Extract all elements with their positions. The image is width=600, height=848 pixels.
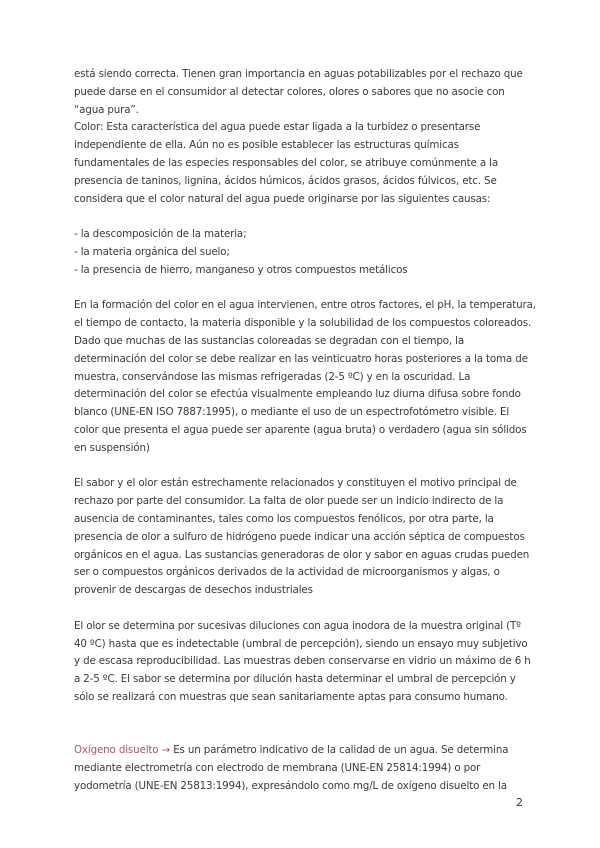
paragraph-color-formation: En la formación del color en el agua intervienen, entre otros factores, el pH, la temperatura, el tiempo de contacto, la materia disponible y la solubilidad de los compuestos coloreados. Dado que muchas de las sustancias coloreadas se degradan con el tiempo, la determinación del color se debe realizar en las veinticuatro horas posteriores a la toma de muestra, conservándose las mismas refrigeradas (2-5 ºC) y en la oscuridad. La determinación del color se efectúa visualmente empleando luz diurna difusa sobre fondo blanco (UNE-EN ISO 7887:1995), o mediante el uso de un espectrofotómetro visible. El color que presenta el agua puede ser aparente (agua bruta) o verdadero (agua sin sólidos en suspensión) (74, 299, 536, 454)
paragraph-taste-odor: El sabor y el olor están estrechamente relacionados y constituyen el motivo principal de rechazo por parte del consumidor. La falta de olor puede ser un indicio indirecto de la ausencia de contaminantes, tales como los compuestos fenólicos, por otra parte, la presencia de olor a sulfuro de hidrógeno puede indicar una acción séptica de compuestos orgánicos en el agua. Las sustancias generadoras de olor y sabor en aguas crudas pueden ser o compuestos orgánicos derivados de la actividad de microorganismos y algas, o provenir de descargas de desechos industriales (74, 477, 530, 597)
spacer (74, 707, 536, 725)
cause-item-1: - la descomposición de la materia; (74, 228, 247, 241)
document-page (74, 66, 536, 796)
paragraph-intro-end: está siendo correcta. Tienen gran importancia en aguas potabilizables por el rechazo que puede darse en el consumidor al detectar colores, olores o sabores que no asocie con “agua pura”. (74, 68, 523, 116)
spacer (74, 280, 536, 298)
spacer (74, 208, 536, 226)
paragraph-odor-method: El olor se determina por sucesivas diluciones con agua inodora de la muestra original (Tº 40 ºC) hasta que es indetectable (umbral de percepción), siendo un ensayo muy subjetivo y de escasa reproducibilidad. Las muestras deben conservarse en vidrio un máximo de 6 h a 2-5 ºC. El sabor se determina por dilución hasta determinar el umbral de percepción y sólo se realizará con muestras que sean sanitariamente aptas para consumo humano. (74, 619, 531, 703)
paragraph-color: Color: Esta característica del agua puede estar ligada a la turbidez o presentarse independiente de ella. Aún no es posible establecer las estructuras químicas fundamentales de las especies responsables del color, se atribuye comúnmente a la presencia de taninos, lignina, ácidos húmicos, ácidos grasos, ácidos fúlvicos, etc. Se considera que el color natural del agua puede originarse por las siguientes causas: (74, 121, 498, 205)
spacer (74, 600, 536, 618)
arrow-icon: → (158, 744, 174, 757)
oxygen-term: Oxígeno disuelto (74, 744, 159, 757)
oxygen-text: Es un parámetro indicativo de la calidad de un agua. Se determina mediante electrometría con electrodo de membrana (UNE-EN 25814:1994) o por yodometría (UNE-EN 25813:1994), expresándolo como mg/L de oxígeno disuelto en la (74, 744, 509, 792)
spacer (74, 724, 536, 742)
spacer (74, 458, 536, 476)
page-number: 2 (516, 796, 523, 809)
cause-item-3: - la presencia de hierro, manganeso y otros compuestos metálicos (74, 263, 408, 276)
cause-item-2: - la materia orgánica del suelo; (74, 245, 230, 258)
paragraph-oxygen (74, 742, 536, 795)
